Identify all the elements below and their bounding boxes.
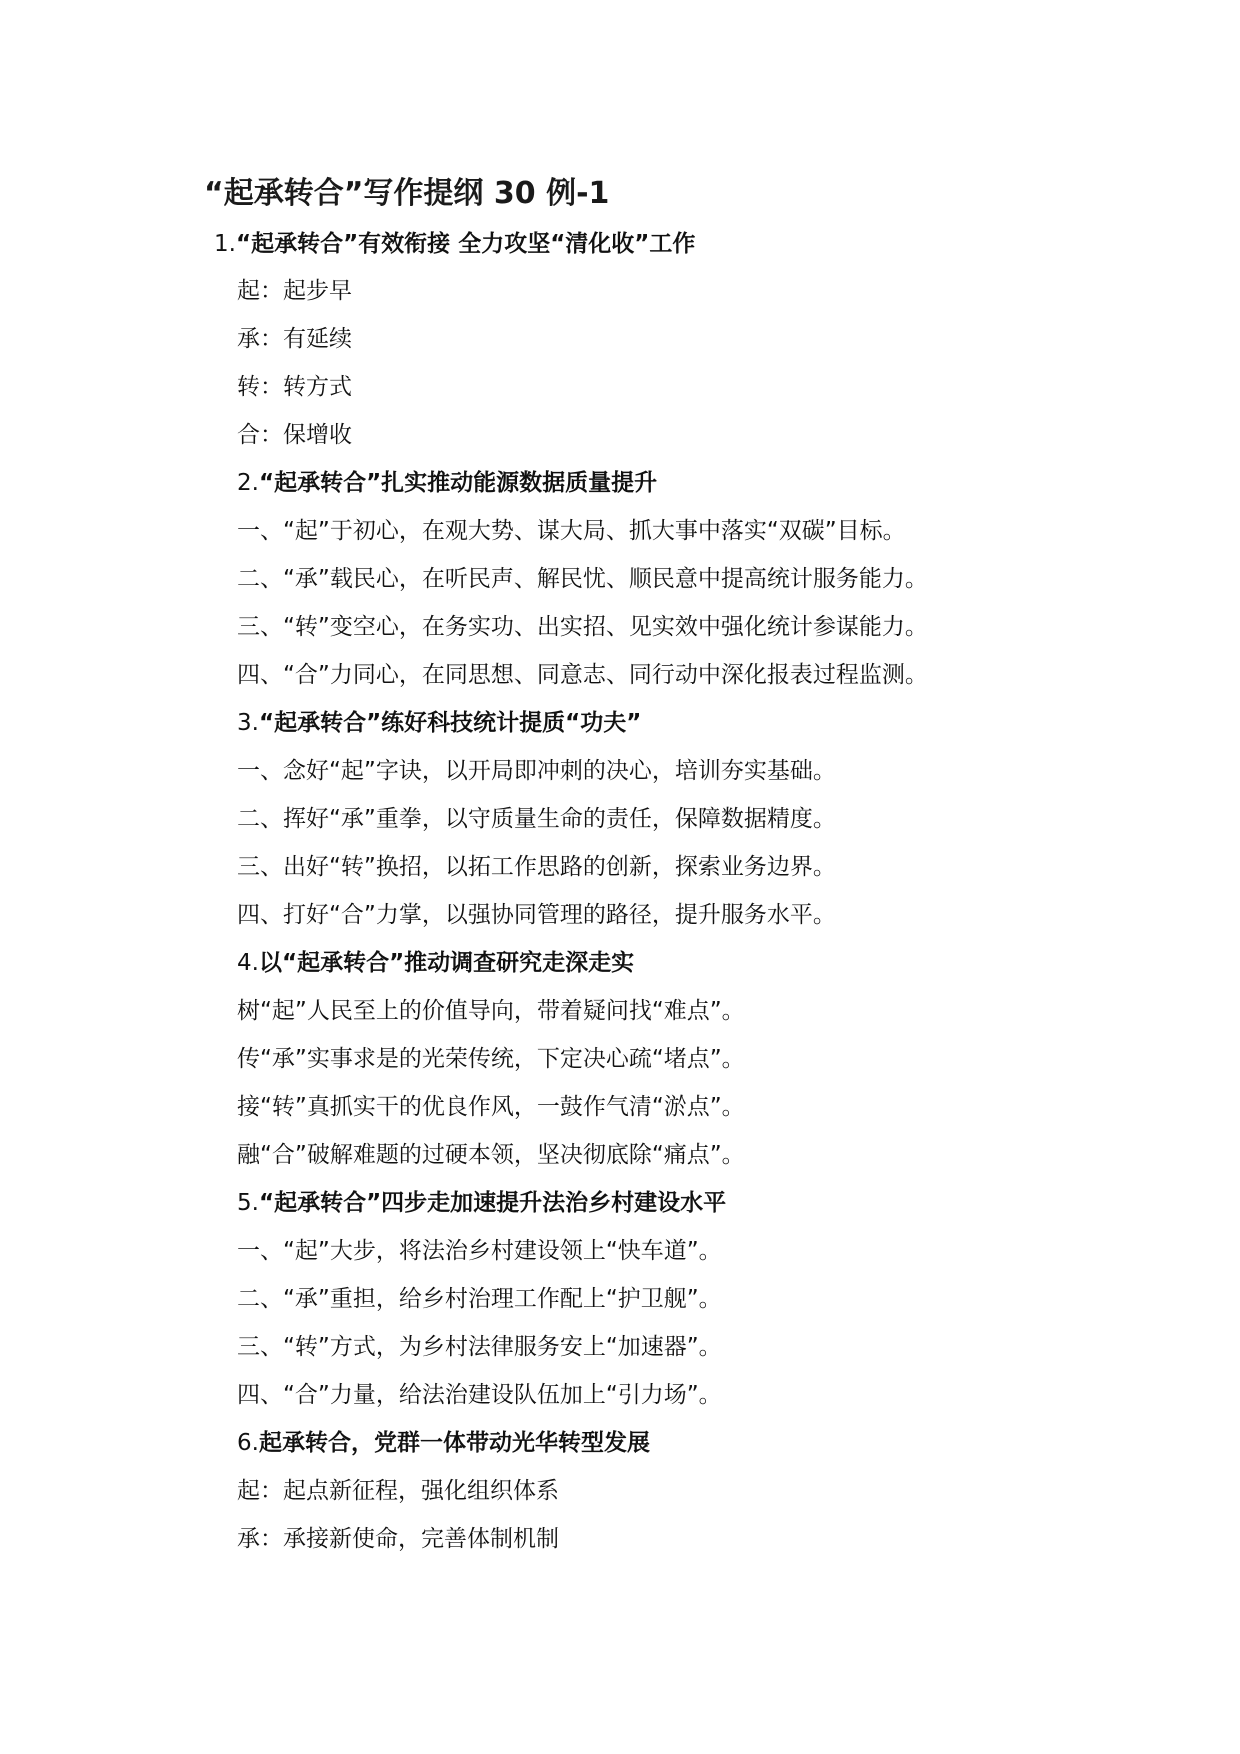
list-item: 二、“承”重担，给乡村治理工作配上“护卫舰”。 (237, 1286, 722, 1312)
list-item: 承：承接新使命，完善体制机制 (237, 1526, 559, 1552)
list-item: 二、“承”载民心，在听民声、解民忧、顺民意中提高统计服务能力。 (237, 566, 928, 592)
list-item: 转：转方式 (237, 374, 352, 400)
list-item: 接“转”真抓实干的优良作风，一鼓作气清“淤点”。 (237, 1094, 745, 1120)
list-item: 一、念好“起”字诀，以开局即冲刺的决心，培训夯实基础。 (237, 758, 836, 784)
section-title: “起承转合”四步走加速提升法治乡村建设水平 (258, 1190, 727, 1216)
section-title: “起承转合”扎实推动能源数据质量提升 (258, 470, 658, 496)
list-item: 传“承”实事求是的光荣传统，下定决心疏“堵点”。 (237, 1046, 745, 1072)
list-item: 起：起步早 (237, 278, 352, 304)
document-title: “起承转合”写作提纲 30 例-1 (204, 176, 610, 211)
section-title: “起承转合”练好科技统计提质“功夫” (258, 710, 642, 736)
section-heading (237, 946, 634, 980)
section-heading (237, 706, 641, 740)
section-number: 5. (237, 1190, 259, 1216)
list-item: 融“合”破解难题的过硬本领，坚决彻底除“痛点”。 (237, 1142, 745, 1168)
list-item: 合：保增收 (237, 422, 352, 448)
list-item: 四、打好“合”力掌，以强协同管理的路径，提升服务水平。 (237, 902, 836, 928)
list-item: 三、出好“转”换招，以拓工作思路的创新，探索业务边界。 (237, 854, 836, 880)
list-item: 一、“起”于初心，在观大势、谋大局、抓大事中落实“双碳”目标。 (237, 518, 906, 544)
list-item: 三、“转”方式，为乡村法律服务安上“加速器”。 (237, 1334, 722, 1360)
list-item: 树“起”人民至上的价值导向，带着疑问找“难点”。 (237, 998, 745, 1024)
section-heading (214, 227, 695, 261)
section-title: 以“起承转合”推动调查研究走深走实 (258, 950, 635, 976)
section-title: 起承转合，党群一体带动光华转型发展 (258, 1430, 650, 1456)
section-number: 1. (214, 231, 236, 257)
list-item: 四、“合”力量，给法治建设队伍加上“引力场”。 (237, 1382, 722, 1408)
section-number: 3. (237, 710, 259, 736)
section-number: 4. (237, 950, 259, 976)
list-item: 起：起点新征程，强化组织体系 (237, 1478, 559, 1504)
list-item: 四、“合”力同心，在同思想、同意志、同行动中深化报表过程监测。 (237, 662, 928, 688)
list-item: 三、“转”变空心，在务实功、出实招、见实效中强化统计参谋能力。 (237, 614, 928, 640)
list-item: 承：有延续 (237, 326, 352, 352)
list-item: 一、“起”大步，将法治乡村建设领上“快车道”。 (237, 1238, 722, 1264)
list-item: 二、挥好“承”重拳，以守质量生命的责任，保障数据精度。 (237, 806, 836, 832)
section-number: 2. (237, 470, 259, 496)
section-heading (237, 466, 657, 500)
section-heading (237, 1186, 726, 1220)
section-number: 6. (237, 1430, 259, 1456)
section-title: “起承转合”有效衔接 全力攻坚“清化收”工作 (235, 231, 696, 257)
section-heading (237, 1426, 650, 1460)
